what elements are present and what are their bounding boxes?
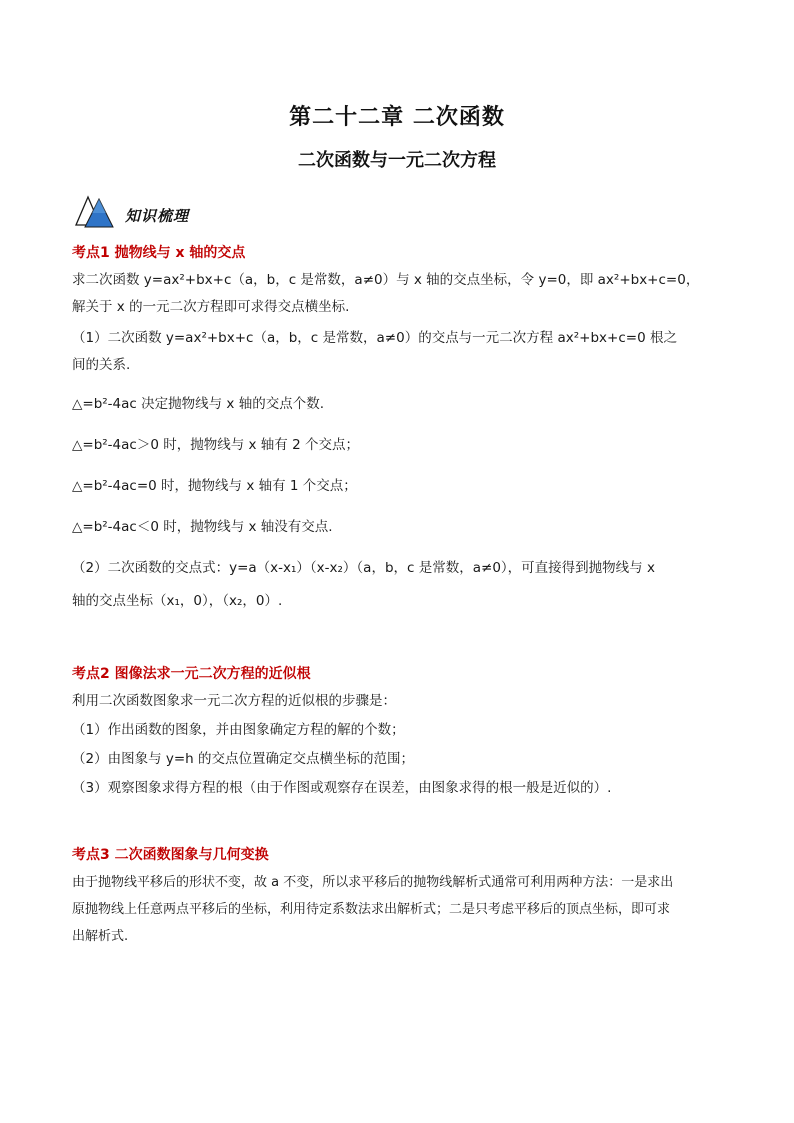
kp3-line1: 由于抛物线平移后的形状不变，故 a 不变，所以求平移后的抛物线解析式通常可利用两种方法：一是求出	[72, 875, 674, 890]
kp1-delta-neg: △=b²-4ac＜0 时，抛物线与 x 轴没有交点.	[72, 519, 333, 535]
knowledge-point-3	[72, 842, 732, 950]
lesson-title: 二次函数与一元二次方程	[298, 150, 496, 171]
kp3-line3: 出解析式.	[72, 929, 129, 944]
kp1-delta-pos: △=b²-4ac＞0 时，抛物线与 x 轴有 2 个交点；	[72, 437, 359, 453]
kp1-delta-def: △=b²-4ac 决定抛物线与 x 轴的交点个数.	[72, 396, 324, 412]
kp1-delta-zero: △=b²-4ac=0 时，抛物线与 x 轴有 1 个交点；	[72, 478, 357, 494]
kp2-title: 考点2 图像法求一元二次方程的近似根	[72, 666, 311, 682]
kp1-intro-line1: 求二次函数 y=ax²+bx+c（a，b，c 是常数，a≠0）与 x 轴的交点坐标，令 y=0，即 ax²+bx+c=0，	[72, 272, 700, 288]
kp1-p1-line1: （1）二次函数 y=ax²+bx+c（a，b，c 是常数，a≠0）的交点与一元二次方程 ax²+bx+c=0 根之	[72, 330, 677, 346]
knowledge-point-1	[72, 240, 732, 615]
kp3-title: 考点3 二次函数图象与几何变换	[72, 847, 269, 863]
kp3-line2: 原抛物线上任意两点平移后的坐标，利用待定系数法求出解析式；二是只考虑平移后的顶点坐标，即可求	[72, 902, 671, 917]
kp2-step3: （3）观察图象求得方程的根（由于作图或观察存在误差，由图象求得的根一般是近似的）.	[72, 780, 612, 796]
triangle-logo-icon	[72, 193, 122, 233]
kp1-intro-line2: 解关于 x 的一元二次方程即可求得交点横坐标.	[72, 299, 350, 315]
kp2-step1: （1）作出函数的图象，并由图象确定方程的解的个数；	[72, 722, 405, 738]
knowledge-point-2	[72, 661, 732, 802]
kp2-step2: （2）由图象与 y=h 的交点位置确定交点横坐标的范围；	[72, 751, 415, 767]
kp1-title: 考点1 抛物线与 x 轴的交点	[72, 245, 246, 261]
kp1-p2-line1: （2）二次函数的交点式：y=a（x-x₁）（x-x₂）（a，b，c 是常数，a≠0），可直接得到抛物线与 x	[72, 560, 655, 576]
chapter-title: 第二十二章 二次函数	[289, 105, 505, 130]
section-label: 知识梳理	[125, 207, 190, 225]
section-header	[72, 193, 372, 233]
kp1-p2-line2: 轴的交点坐标（x₁，0），（x₂，0）.	[72, 593, 283, 609]
kp2-intro: 利用二次函数图象求一元二次方程的近似根的步骤是：	[72, 693, 396, 709]
kp1-p1-line2: 间的关系.	[72, 357, 131, 373]
